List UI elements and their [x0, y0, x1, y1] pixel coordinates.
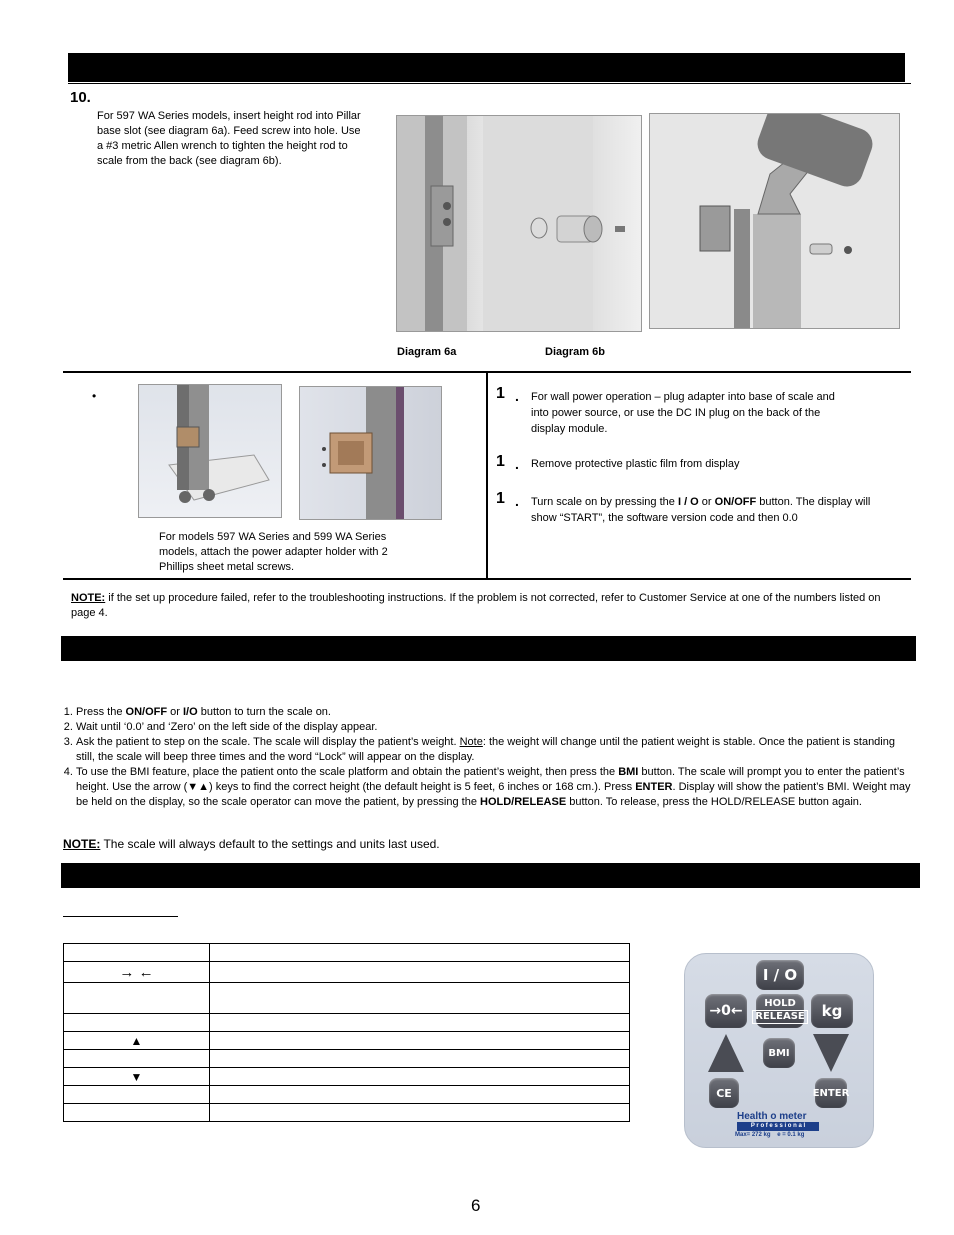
- diagram-6a-label: Diagram 6a: [397, 346, 457, 358]
- kg-button-icon: kg: [811, 994, 853, 1028]
- subheading-underline: [63, 916, 178, 917]
- page-number: 6: [471, 1196, 481, 1215]
- right-step-3-dot: .: [515, 493, 519, 509]
- table-row: ▲: [64, 1032, 630, 1050]
- right-step-1-num: 1: [496, 385, 505, 402]
- enter-button-icon: ENTER: [815, 1078, 847, 1108]
- operation-step-4: 4. To use the BMI feature, place the patient onto the scale platform and obtain the patient’s weight, then press the BMI button. The scale will prompt you to enter the patient’s height. Use the arrow (▼▲) keys to find the correct height (the default height is 5 feet, 6 inches or 168 cm.). Press ENTER. Display will show the patient’s BMI. Weight may be held on the display, so the scale operator can move the patient, by pressing the HOLD/RELEASE button. To release, press the HOLD/RELEASE button again.: [76, 765, 912, 810]
- table-row: [64, 1050, 630, 1068]
- keypad-illustration: [684, 953, 874, 1148]
- brand-logo: Health o meter: [737, 1111, 807, 1122]
- right-step-2-num: 1: [496, 453, 505, 470]
- right-step-1-text: For wall power operation – plug adapter into base of scale and into power source, or use the DC IN plug on the back of the display module.: [531, 391, 835, 435]
- table-row: → ←: [64, 962, 630, 983]
- section-header-bar-operation: [61, 636, 916, 661]
- step-10-text: For 597 WA Series models, insert height rod into Pillar base slot (see diagram 6a). Feed screw into hole. Use a #3 metric Allen wrench to tighten the height rod to scale from the back (see diagram 6b).: [97, 110, 361, 167]
- zero-button-icon: →0←: [705, 994, 747, 1028]
- diagram-6b-drawing: [650, 114, 899, 328]
- bmi-button-icon: BMI: [763, 1038, 795, 1068]
- brand-sub-logo: P r o f e s s i o n a l: [737, 1122, 819, 1131]
- key-function-table: [63, 943, 630, 1122]
- ce-button-icon: CE: [709, 1078, 739, 1108]
- mid-box-bottom-line: [63, 578, 911, 580]
- right-step-2-dot: .: [515, 456, 519, 472]
- adapter-bullet: •: [92, 389, 97, 403]
- header-underline: [68, 83, 911, 84]
- adapter-holder-drawing: [300, 387, 441, 519]
- right-step-1-dot: .: [515, 388, 519, 404]
- adapter-scale-drawing: [139, 385, 281, 517]
- diagram-6a-drawing: [397, 116, 641, 331]
- note-default-settings: NOTE: The scale will always default to the settings and units last used.: [63, 837, 440, 851]
- hold-label: HOLD: [764, 998, 796, 1009]
- operation-step-1: 1. Press the ON/OFF or I/O button to turn the scale on.: [76, 705, 912, 720]
- section-header-bar-top: [68, 53, 905, 82]
- section-header-bar-keys: [61, 863, 920, 888]
- up-arrow-icon: [708, 1034, 744, 1072]
- adapter-text: For models 597 WA Series and 599 WA Series models, attach the power adapter holder with 2 Phillips sheet metal screws.: [159, 531, 388, 573]
- table-row: [64, 1086, 630, 1104]
- table-row: [64, 1014, 630, 1032]
- table-row: ▼: [64, 1068, 630, 1086]
- diagram-6b-image: [649, 113, 900, 329]
- note-setup-failed: NOTE: if the set up procedure failed, refer to the troubleshooting instructions. If the problem is not corrected, refer to Customer Service at one of the numbers listed on page 4.: [71, 592, 881, 619]
- right-step-3-num: 1: [496, 490, 505, 507]
- right-step-2-text: Remove protective plastic film from display: [531, 458, 740, 470]
- operation-steps: [62, 705, 912, 810]
- diagram-6b-label: Diagram 6b: [545, 346, 605, 358]
- hold-release-button-icon: [756, 994, 804, 1028]
- table-row: [64, 944, 630, 962]
- down-arrow-icon: [813, 1034, 849, 1072]
- operation-step-2: 2. Wait until ‘0.0’ and ‘Zero’ on the left side of the display appear.: [76, 720, 912, 735]
- table-row: [64, 1104, 630, 1122]
- power-button-icon: I / O: [756, 960, 804, 990]
- capacity-spec: Max= 272 kg e = 0.1 kg: [735, 1132, 805, 1138]
- release-label: RELEASE: [752, 1010, 808, 1024]
- operation-step-3: 3. Ask the patient to step on the scale. The scale will display the patient’s weight. Note: the weight will change until the patient weight is stable. Once the patient is standing still, the scale will beep three times and the word “Lock” will appear on the display.: [76, 735, 912, 765]
- diagram-6a-image: [396, 115, 642, 332]
- adapter-image-holder: [299, 386, 442, 520]
- adapter-image-scale: [138, 384, 282, 518]
- right-step-3-text: Turn scale on by pressing the I / O or ON/OFF button. The display will show “START”, the software version code and then 0.0: [531, 496, 871, 524]
- table-row: [64, 983, 630, 1014]
- mid-box-divider: [486, 372, 488, 579]
- step-10-number: 10.: [70, 89, 91, 106]
